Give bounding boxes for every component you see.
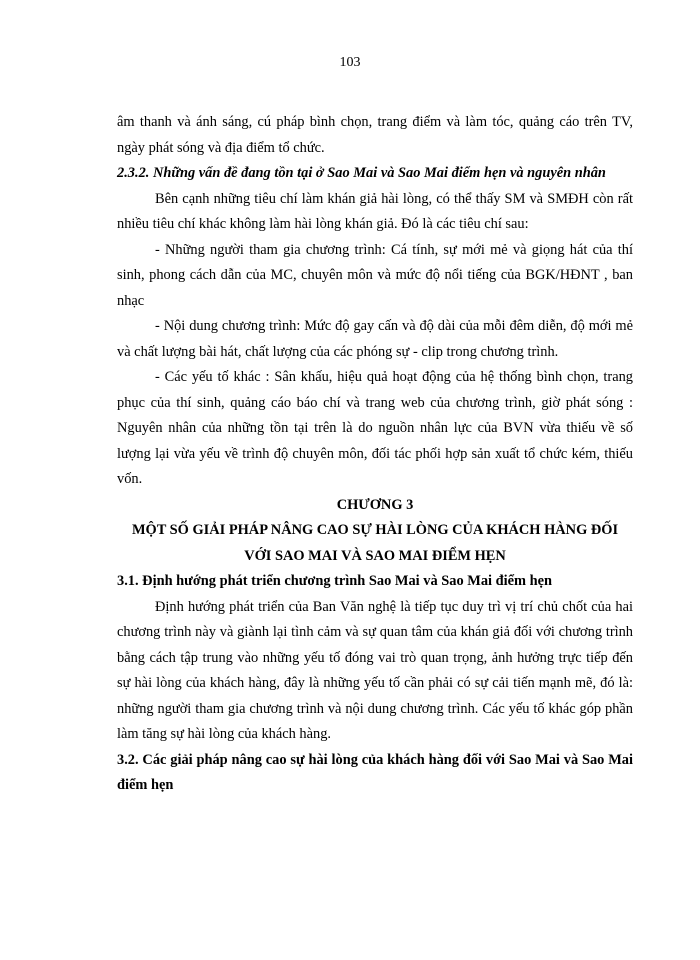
- chapter-label: CHƯƠNG 3: [336, 496, 414, 513]
- paragraph-intro: Bên cạnh những tiêu chí làm khán giả hài lòng, có thể thấy SM và SMĐH còn rất nhiều tiêu chí khác không làm hài lòng khán giả. Đó là các tiêu chí sau:: [117, 190, 633, 232]
- bullet-other-factors: - Các yếu tố khác : Sân khấu, hiệu quả hoạt động của hệ thống bình chọn, trang phục của thí sinh, quảng cáo báo chí và trang web của chương trình, giờ phát sóng : Nguyên nhân của những tồn tại trên là do nguồn nhân lực của BVN vừa thiếu về số lượng lại vừa yếu về trình độ chuyên môn, đối tác phối hợp sản xuất tổ chức kém, thiếu vốn.: [117, 369, 633, 487]
- heading-2-3-2: 2.3.2. Những vấn đề đang tồn tại ở Sao Mai và Sao Mai điểm hẹn và nguyên nhân: [117, 165, 606, 181]
- paragraph-orientation: Định hướng phát triển của Ban Văn nghệ là tiếp tục duy trì vị trí chủ chốt của hai chương trình này và giành lại tình cảm và sự quan tâm của khán giả đối với chương trình bằng cách tập trung vào những yếu tố đóng vai trò quan trọng, ảnh hưởng trực tiếp đến sự hài lòng của khách hàng, đây là những yếu tố cần phải có sự cải tiến mạnh mẽ, đó là: những người tham gia chương trình và nội dung chương trình. Các yếu tố khác góp phần làm tăng sự hài lòng của khách hàng.: [117, 598, 633, 742]
- bullet-content: - Nội dung chương trình: Mức độ gay cấn và độ dài của mỗi đêm diễn, độ mới mẻ và chất lượng bài hát, chất lượng của các phóng sự - clip trong chương trình.: [117, 318, 633, 360]
- bullet-participants: - Những người tham gia chương trình: Cá tính, sự mới mẻ và giọng hát của thí sinh, phong cách dẫn của MC, chuyên môn và mức độ nổi tiếng của BGK/HĐNT , ban nhạc: [117, 241, 633, 309]
- page-number: 103: [339, 55, 361, 70]
- paragraph-continuation: âm thanh và ánh sáng, cú pháp bình chọn, trang điểm và làm tóc, quảng cáo trên TV, ngày phát sóng và địa điểm tổ chức.: [117, 114, 633, 156]
- heading-3-1: 3.1. Định hướng phát triển chương trình Sao Mai và Sao Mai điểm hẹn: [117, 573, 553, 589]
- page-body: [117, 110, 633, 799]
- heading-3-2: 3.2. Các giải pháp nâng cao sự hài lòng của khách hàng đối với Sao Mai và Sao Mai điểm hẹn: [117, 751, 633, 793]
- chapter-title: MỘT SỐ GIẢI PHÁP NÂNG CAO SỰ HÀI LÒNG CỦA KHÁCH HÀNG ĐỐI VỚI SAO MAI VÀ SAO MAI ĐIỂM HẸN: [131, 522, 619, 564]
